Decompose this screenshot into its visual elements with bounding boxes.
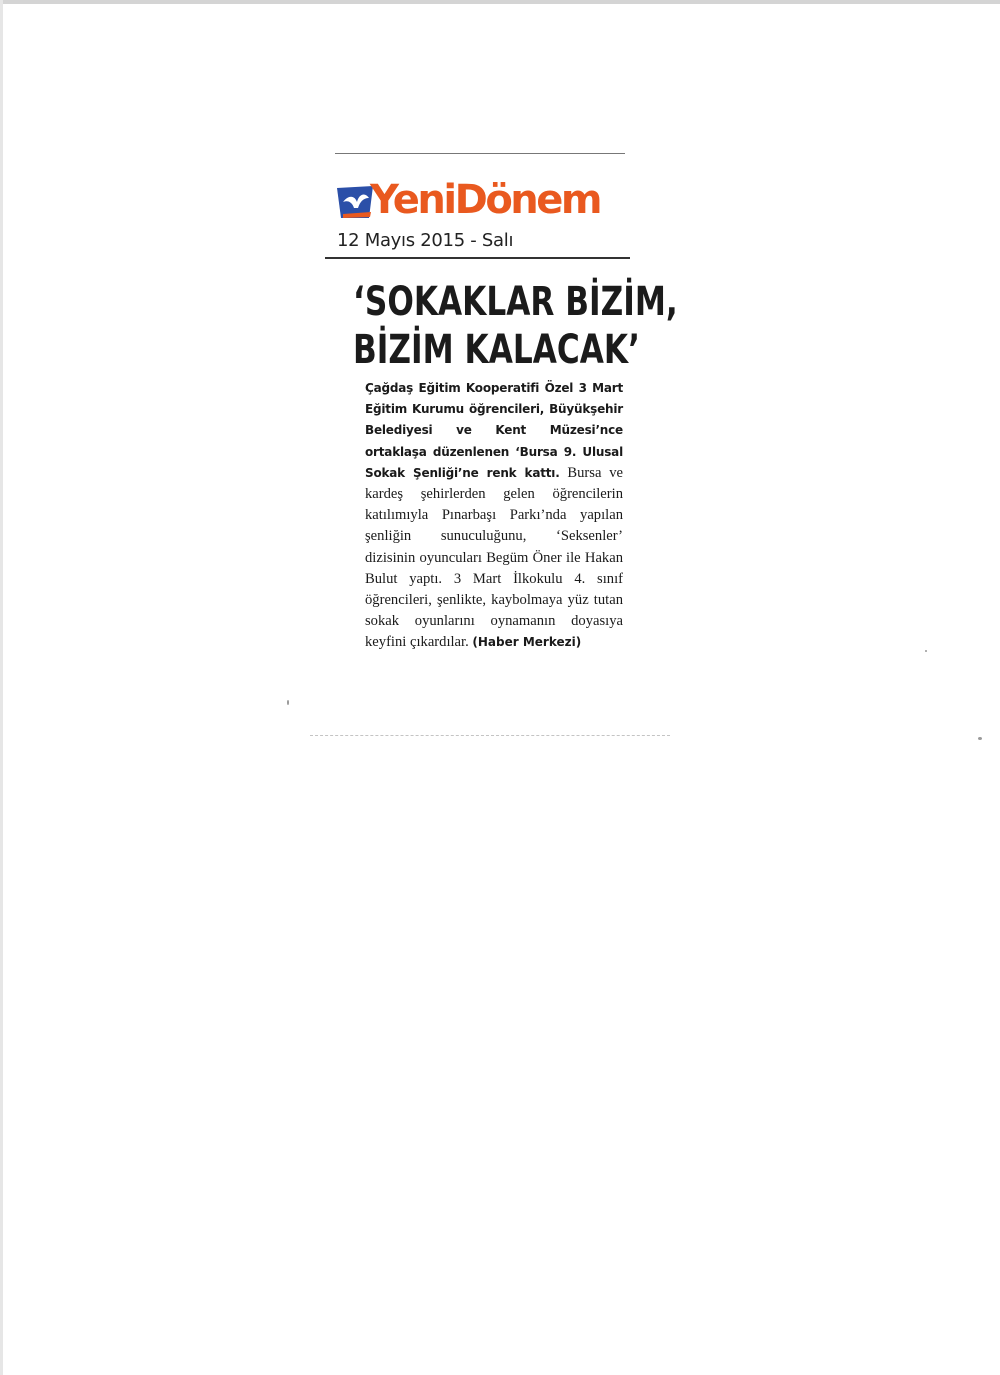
top-rule — [335, 153, 625, 154]
headline-line-1: ‘SOKAKLAR BİZİM, — [353, 279, 678, 325]
masthead — [335, 178, 635, 226]
article-source: (Haber Merkezi) — [472, 635, 582, 650]
newspaper-name: YeniDönem — [370, 177, 601, 223]
scan-top-edge — [0, 0, 1000, 4]
scan-speck — [925, 650, 927, 652]
scan-left-edge — [0, 0, 3, 1375]
date-rule — [325, 257, 630, 259]
headline — [353, 278, 678, 374]
issue-date: 12 Mayıs 2015 - Salı — [337, 230, 514, 251]
scan-speck — [978, 737, 982, 740]
article-body — [365, 378, 623, 654]
article-text: Bursa ve kardeş şehirlerden gelen öğrencilerin katılımıyla Pınarbaşı Parkı’nda yapılan şenliğin sunuculuğunu, ‘Seksenler’ dizisinin oyuncuları Begüm Öner ile Hakan Bulut yaptı. 3 Mart İlkokulu 4. sınıf öğrencileri, şenlikte, kaybolmaya yüz tutan sokak oyunlarını oynamanın doyasıya keyfini çıkardılar. — [365, 464, 623, 651]
headline-line-2: BİZİM KALACAK’ — [353, 327, 640, 373]
scan-speck — [287, 700, 289, 705]
article-lead: Çağdaş Eğitim Kooperatifi Özel 3 Mart Eğitim Kurumu öğrencileri, Büyükşehir Belediyesi ve Kent Müzesi’nce ortaklaşa düzenlenen ‘Bursa 9. Ulusal Sokak Şenliği’ne renk kattı. — [365, 381, 623, 480]
newspaper-clipping — [325, 150, 678, 745]
bird-emblem-icon — [335, 184, 375, 220]
clipping-bottom-edge — [310, 735, 670, 736]
